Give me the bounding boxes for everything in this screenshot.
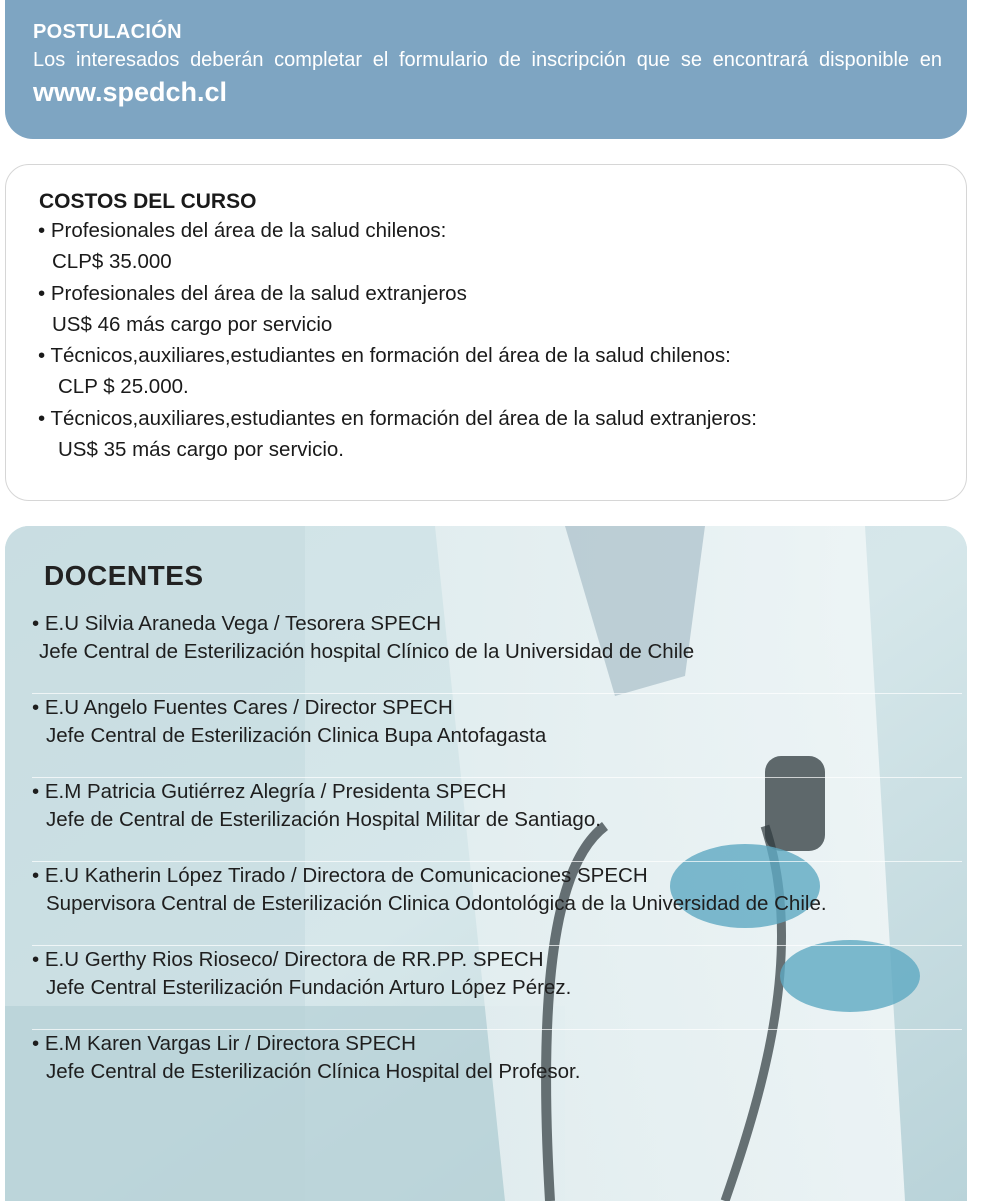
docentes-list [32,610,962,1114]
docente-name: • E.M Karen Vargas Lir / Directora SPECH [32,1032,416,1055]
cost-label: • Técnicos,auxiliares,estudiantes en formación del área de la salud extranjeros: [38,406,758,430]
costos-panel [5,164,967,501]
costos-list [38,215,946,465]
list-item [32,610,962,694]
docente-role: Jefe Central Esterilización Fundación Arturo López Pérez. [46,976,572,999]
list-item [32,1030,962,1114]
postulacion-body: Los interesados deberán completar el formulario de inscripción que se encontrará disponible en [33,49,942,71]
cost-label: • Profesionales del área de la salud chilenos: [38,219,447,242]
docente-name: • E.U Silvia Araneda Vega / Tesorera SPECH [32,612,442,635]
list-item [32,862,962,946]
docente-name: • E.U Gerthy Rios Rioseco/ Directora de RR.PP. SPECH [32,948,544,971]
postulacion-text [33,44,942,111]
list-item [32,946,962,1030]
list-item [38,278,946,341]
docente-name: • E.M Patricia Gutiérrez Alegría / Presidenta SPECH [32,780,507,803]
list-item [38,215,946,278]
postulacion-panel [5,0,967,139]
cost-value: CLP$ 35.000 [52,250,172,274]
docente-role: Jefe de Central de Esterilización Hospital Militar de Santiago. [46,808,601,831]
docente-name: • E.U Angelo Fuentes Cares / Director SPECH [32,696,453,719]
cost-value: US$ 35 más cargo por servicio. [58,438,344,462]
docente-role: Jefe Central de Esterilización hospital Clínico de la Universidad de Chile [39,640,695,663]
docentes-panel [5,526,967,1201]
docentes-title: DOCENTES [44,560,204,591]
docente-role: Jefe Central de Esterilización Clinica Bupa Antofagasta [46,724,547,747]
cost-label: • Profesionales del área de la salud extranjeros [38,281,467,305]
postulacion-url-link[interactable]: www.spedch.cl [33,77,228,107]
docente-role: Supervisora Central de Esterilización Clinica Odontológica de la Universidad de Chile. [46,892,827,915]
costos-title: COSTOS DEL CURSO [39,190,257,213]
cost-label: • Técnicos,auxiliares,estudiantes en formación del área de la salud chilenos: [38,344,731,368]
list-item [32,778,962,862]
list-item [38,340,946,403]
docente-name: • E.U Katherin López Tirado / Directora de Comunicaciones SPECH [32,864,648,887]
list-item [32,694,962,778]
list-item [38,403,946,466]
cost-value: CLP $ 25.000. [58,375,189,399]
postulacion-title: POSTULACIÓN [33,21,182,43]
docente-role: Jefe Central de Esterilización Clínica Hospital del Profesor. [46,1060,581,1083]
cost-value: US$ 46 más cargo por servicio [52,312,333,336]
